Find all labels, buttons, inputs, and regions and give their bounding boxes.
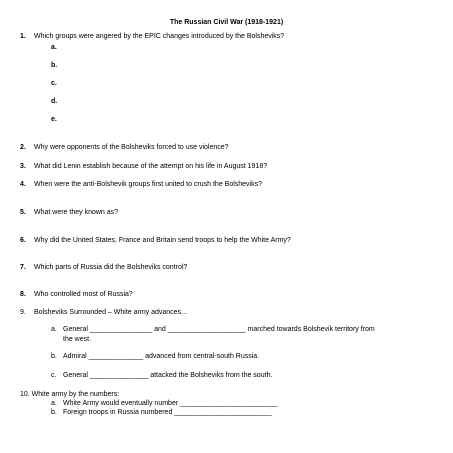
question-3 xyxy=(20,162,267,171)
q1-subitem-e: e. xyxy=(51,116,57,123)
question-text: Why were opponents of the Bolsheviks forced to use violence? xyxy=(34,144,229,151)
question-number: 9. xyxy=(20,309,26,316)
question-text: What were they known as? xyxy=(34,209,119,216)
question-text: Bolsheviks Surrounded – White army advances… xyxy=(34,309,189,316)
question-5 xyxy=(20,208,118,217)
subitem-text: Admiral ______________ advanced from central-south Russia. xyxy=(63,353,260,360)
subitem-label: a. xyxy=(51,326,57,333)
subitem-label: b. xyxy=(51,409,57,416)
subitem-text: General _______________ attacked the Bolsheviks from the south. xyxy=(63,372,273,379)
subitem-text: General ________________ and ____________________ marched towards Bolshevik territory from xyxy=(63,326,375,333)
question-number: 4. xyxy=(20,181,26,188)
q9-subitem-a-continued: the west. xyxy=(63,336,92,343)
question-1 xyxy=(20,32,284,41)
question-text: When were the anti-Bolshevik groups first united to crush the Bolsheviks? xyxy=(34,181,263,188)
question-4 xyxy=(20,180,262,189)
q1-subitem-d: d. xyxy=(51,98,58,105)
subitem-label: a. xyxy=(51,400,57,407)
question-number: 7. xyxy=(20,264,26,271)
question-text: Which parts of Russia did the Bolsheviks control? xyxy=(34,264,188,271)
q1-subitem-a: a. xyxy=(51,44,57,51)
question-number: 5. xyxy=(20,209,26,216)
question-number: 3. xyxy=(20,163,26,170)
worksheet-title: The Russian Civil War (1918-1921) xyxy=(169,19,284,26)
q9-subitem-c xyxy=(51,371,272,380)
question-text: Which groups were angered by the EPIC changes introduced by the Bolsheviks? xyxy=(34,33,285,40)
q10-subitem-a xyxy=(51,399,277,408)
question-text: Who controlled most of Russia? xyxy=(34,291,133,298)
question-number: 1. xyxy=(20,33,26,40)
question-9 xyxy=(20,308,188,317)
q1-subitem-b: b. xyxy=(51,62,58,69)
question-2 xyxy=(20,143,229,152)
question-number: 8. xyxy=(20,291,26,298)
subitem-text: White Army would eventually number _________________________ xyxy=(63,400,278,407)
subitem-text: Foreign troops in Russia numbered _________________________ xyxy=(63,409,272,416)
q9-subitem-b xyxy=(51,352,259,361)
question-text: What did Lenin establish because of the attempt on his life in August 1918? xyxy=(34,163,268,170)
q1-subitem-c: c. xyxy=(51,80,57,87)
subitem-label: c. xyxy=(51,372,57,379)
question-text: Why did the United States, France and Britain send troops to help the White Army? xyxy=(34,237,291,244)
question-7 xyxy=(20,263,187,272)
question-6 xyxy=(20,236,291,245)
question-10: 10. White army by the numbers: xyxy=(20,391,120,398)
q10-subitem-b xyxy=(51,408,272,417)
q9-subitem-a xyxy=(51,325,375,334)
question-8 xyxy=(20,290,133,299)
question-number: 2. xyxy=(20,144,26,151)
subitem-label: b. xyxy=(51,353,57,360)
question-number: 6. xyxy=(20,237,26,244)
